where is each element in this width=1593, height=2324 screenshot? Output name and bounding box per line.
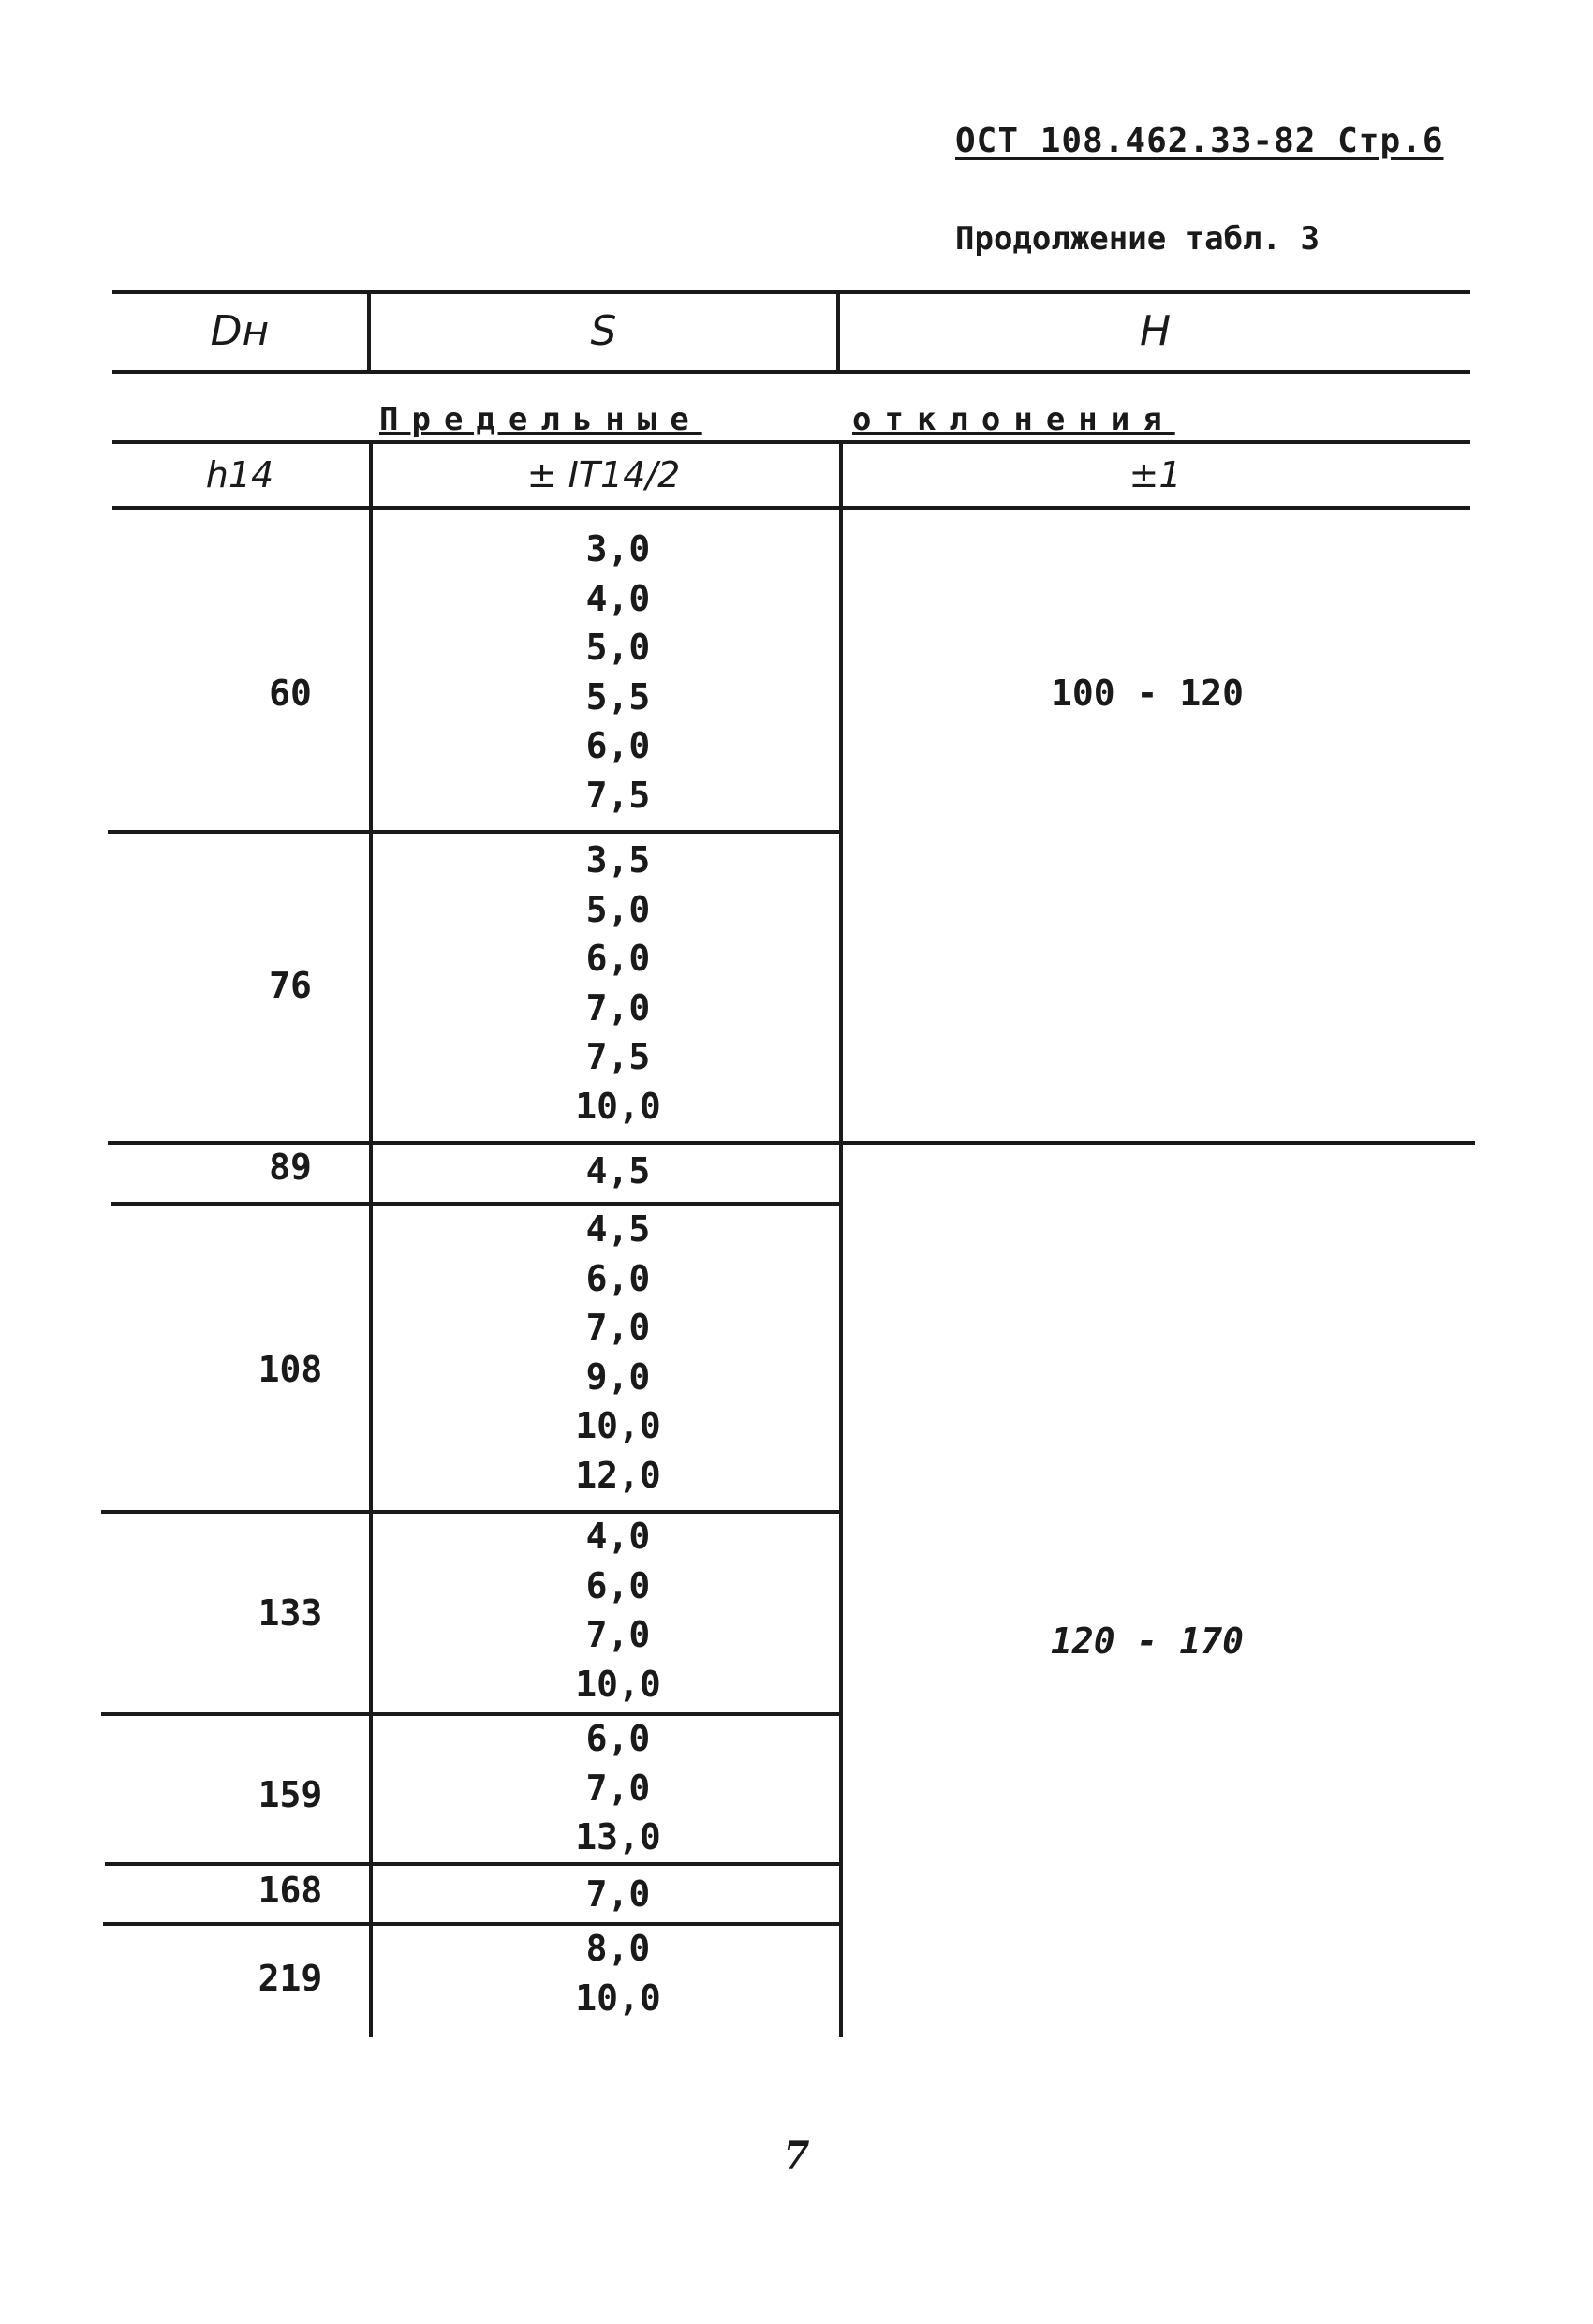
tolerance-s: ± IT14/2 (526, 454, 681, 496)
s-value: 10,0 (575, 1405, 661, 1446)
s-cell-group (524, 1870, 712, 1919)
tolerance-dn: h14 (205, 454, 274, 496)
s-cell-group (524, 1205, 712, 1500)
header-bottom-rule (112, 370, 1470, 374)
column-divider-2 (839, 440, 843, 2037)
s-value: 6,0 (585, 1718, 651, 1759)
s-value: 6,0 (585, 725, 651, 766)
s-value: 8,0 (585, 1928, 651, 1969)
s-value: 6,0 (585, 1564, 651, 1606)
dn-cell: 89 (269, 1147, 312, 1188)
s-value: 7,0 (585, 1307, 651, 1348)
s-cell-group (524, 836, 712, 1131)
s-value: 7,0 (585, 1614, 651, 1655)
page-header: ОСТ 108.462.33-82 Стр.6 (955, 122, 1444, 160)
band-label-left: Предельные (379, 401, 702, 438)
s-cell-group (524, 1924, 712, 2022)
h-cell: 120 - 170 (1051, 1621, 1244, 1662)
row-rule (101, 1712, 843, 1716)
s-value: 7,0 (585, 1873, 651, 1915)
s-value: 6,0 (585, 1257, 651, 1299)
s-value: 4,0 (585, 1516, 651, 1557)
page-number: 7 (783, 2134, 810, 2178)
tolerance-bottom-rule (112, 506, 1470, 510)
s-value: 4,0 (585, 577, 651, 619)
s-value: 4,5 (585, 1208, 651, 1250)
s-value: 10,0 (575, 1085, 661, 1127)
s-value: 13,0 (575, 1816, 661, 1858)
s-value: 5,5 (585, 675, 651, 718)
dn-cell: 133 (258, 1592, 323, 1634)
s-value: 7,5 (585, 774, 651, 816)
s-value: 6,0 (585, 938, 651, 979)
s-value: 7,5 (585, 1036, 651, 1077)
tolerance-h: ±1 (1128, 454, 1182, 496)
s-value: 3,0 (585, 528, 651, 570)
dn-cell: 219 (258, 1958, 323, 1999)
s-cell-group (524, 1512, 712, 1709)
s-value: 12,0 (575, 1454, 661, 1496)
header-dn: Dн (210, 307, 270, 355)
dn-cell: 76 (269, 965, 312, 1006)
s-value: 10,0 (575, 1976, 661, 2019)
header-h: H (1139, 307, 1172, 355)
s-value: 4,5 (585, 1150, 651, 1192)
h-cell: 100 - 120 (1051, 673, 1244, 714)
s-cell-group (524, 1147, 712, 1196)
s-value: 3,5 (585, 839, 651, 881)
dn-cell: 159 (258, 1774, 323, 1815)
s-cell-group (524, 525, 712, 820)
s-value: 9,0 (585, 1355, 651, 1398)
dn-cell: 108 (258, 1349, 323, 1390)
s-value: 10,0 (575, 1663, 661, 1705)
s-value: 5,0 (585, 888, 651, 930)
s-cell-group (524, 1714, 712, 1862)
row-rule (108, 1141, 1475, 1145)
row-rule (111, 1202, 843, 1206)
row-rule (101, 1510, 843, 1514)
dn-cell: 60 (269, 673, 312, 714)
dn-cell: 168 (258, 1870, 323, 1911)
s-value: 7,0 (585, 1767, 651, 1809)
row-rule (103, 1922, 843, 1926)
band-label-right: отклонения (852, 401, 1175, 438)
table-continuation-label: Продолжение табл. 3 (955, 220, 1320, 258)
header-s: S (590, 307, 617, 355)
s-value: 5,0 (585, 627, 651, 668)
row-rule (105, 1862, 843, 1866)
row-rule (108, 830, 843, 834)
s-value: 7,0 (585, 986, 651, 1029)
